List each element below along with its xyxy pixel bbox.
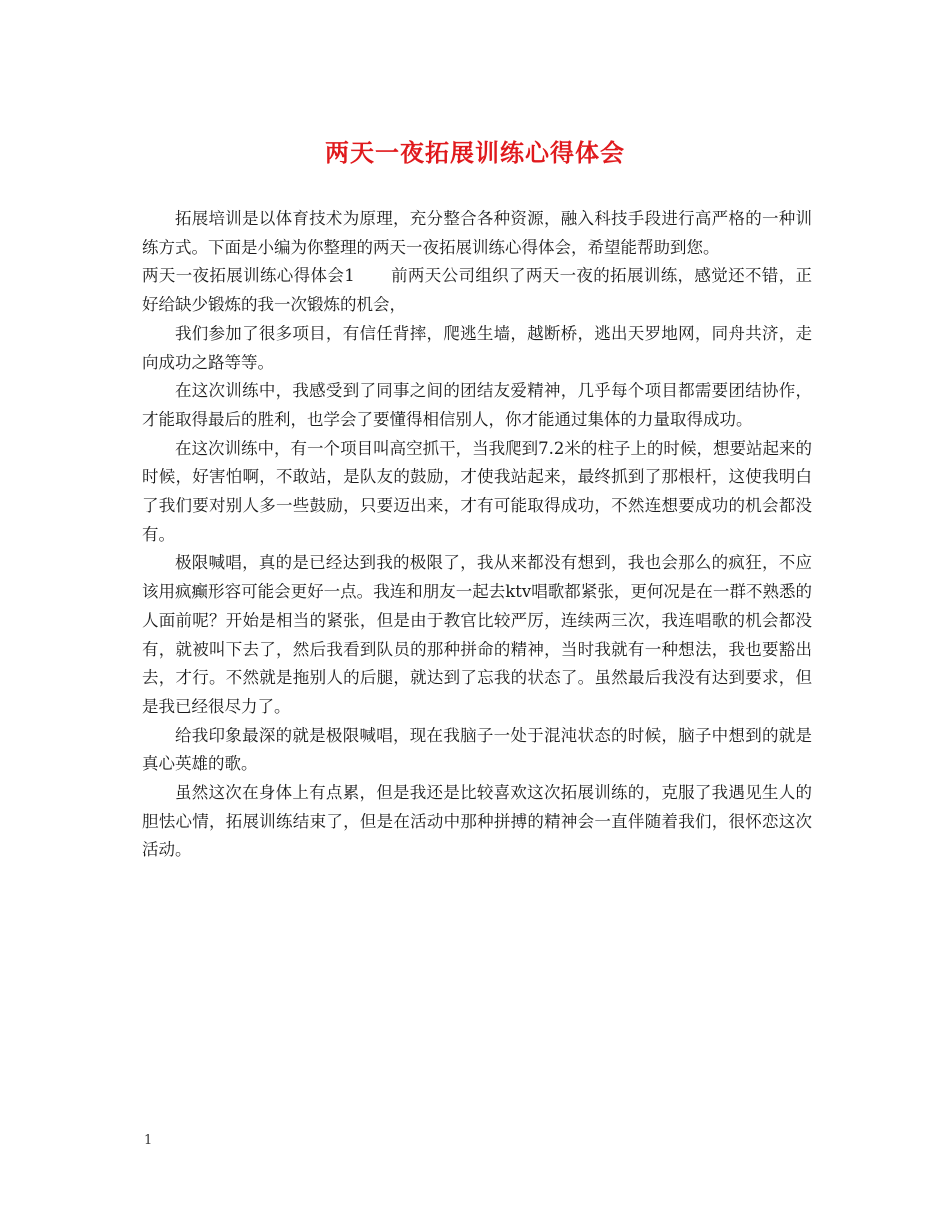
document-body [142,205,812,865]
body-paragraph-3: 在这次训练中，有一个项目叫高空抓干，当我爬到7.2米的柱子上的时候，想要站起来的时候，好害怕啊，不敢站，是队友的鼓励，才使我站起来，最终抓到了那根杆，这使我明白了我们要对别人多一些鼓励，只要迈出来，才有可能取得成功，不然连想要成功的机会都没有。 [142,438,812,544]
section-first-paragraph [142,262,812,319]
body-paragraph-1: 我们参加了很多项目，有信任背摔，爬逃生墙，越断桥，逃出天罗地网，同舟共济，走向成功之路等等。 [142,323,812,372]
body-paragraph-4: 极限喊唱，真的是已经达到我的极限了，我从来都没有想到，我也会那么的疯狂，不应该用疯癫形容可能会更好一点。我连和朋友一起去ktv唱歌都紧张，更何况是在一群不熟悉的人面前呢？开始是相当的紧张，但是由于教官比较严厉，连续两三次，我连唱歌的机会都没有，就被叫下去了，然后我看到队员的那种拼命的精神，当时我就有一种想法，我也要豁出去，才行。不然就是拖别人的后腿，就达到了忘我的状态了。虽然最后我没有达到要求，但是我已经很尽力了。 [142,553,812,716]
section-first-text: 前两天公司组织了两天一夜的拓展训练，感觉还不错，正好给缺少锻炼的我一次锻炼的机会， [142,266,813,315]
body-paragraph-5: 给我印象最深的就是极限喊唱，现在我脑子一处于混沌状态的时候，脑子中想到的就是真心英雄的歌。 [142,725,812,774]
page-number: 1 [144,1133,153,1148]
document-title: 两天一夜拓展训练心得体会 [325,138,625,167]
body-paragraph-2: 在这次训练中，我感受到了同事之间的团结友爱精神，几乎每个项目都需要团结协作，才能取得最后的胜利，也学会了要懂得相信别人，你才能通过集体的力量取得成功。 [142,381,812,429]
body-paragraph-6: 虽然这次在身体上有点累，但是我还是比较喜欢这次拓展训练的，克服了我遇见生人的胆怯心情，拓展训练结束了，但是在活动中那种拼搏的精神会一直伴随着我们，很怀恋这次活动。 [142,783,812,860]
section-heading: 两天一夜拓展训练心得体会1 [142,266,355,286]
intro-paragraph: 拓展培训是以体育技术为原理，充分整合各种资源，融入科技手段进行高严格的一种训练方式。下面是小编为你整理的两天一夜拓展训练心得体会，希望能帮助到您。 [142,209,812,257]
